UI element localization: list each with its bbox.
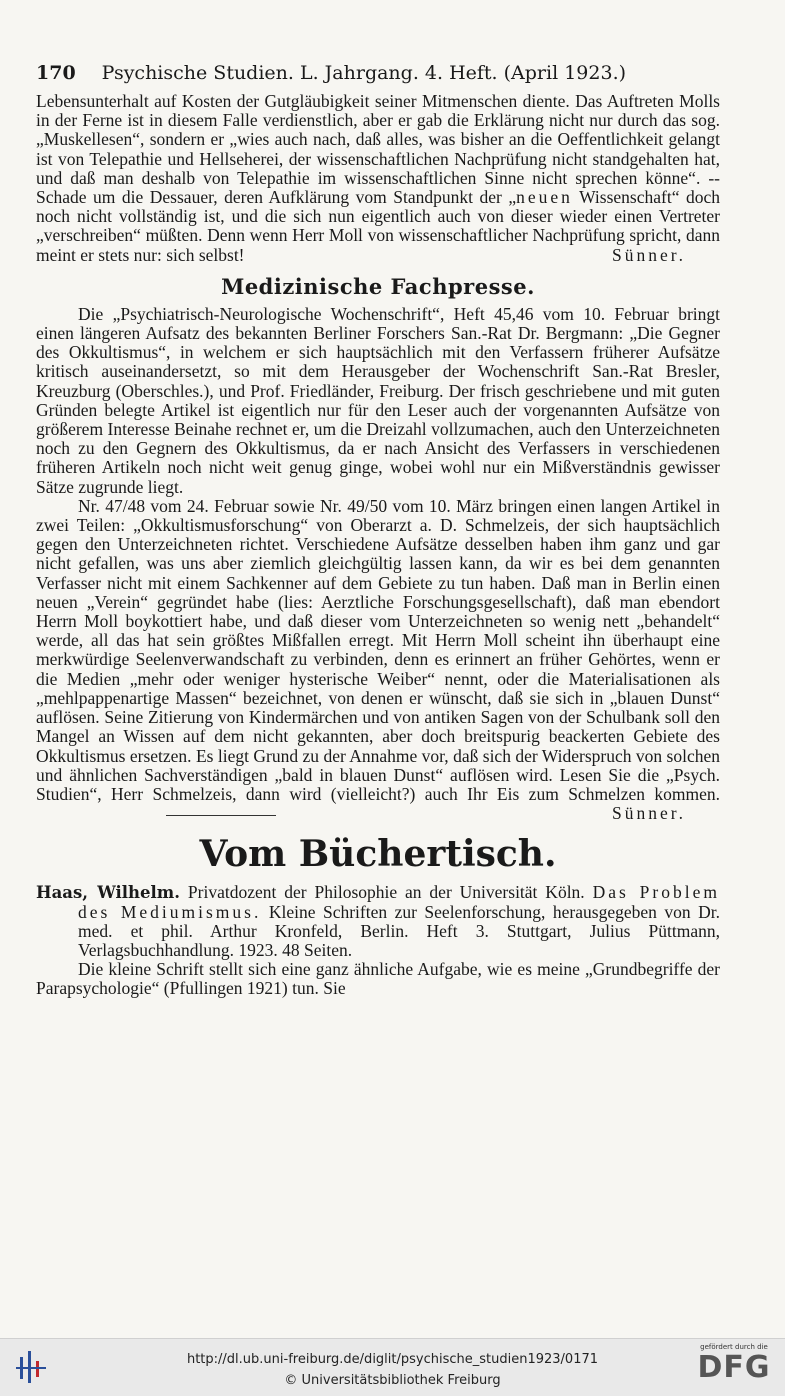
review-paragraph: Die kleine Schrift stellt sich eine ganz ähnliche Aufgabe, wie es meine „Grundbegriffe der Parapsychologie“ (Pfullingen 1921) tun. Sie [36, 959, 720, 999]
copyright-line: © Universitätsbibliothek Freiburg [284, 1373, 501, 1388]
fachpresse-paragraph-2: Nr. 47/48 vom 24. Februar sowie Nr. 49/50 vom 10. März bringen einen langen Artikel in zwei Teilen: „Okkultismusforschung“ von Oberarzt a. D. Schmelzeis, der sich hauptsächlich gegen den Unterzeichneten richtet. Verschiedene Aufsätze desselben haben ihm ganz und gar nicht gefallen, was uns aber ziemlich gleichgültig lassen kann, da wir es bei dem genannten Verfasser nicht mit einem Sachkenner auf dem Gebiete zu tun haben. Daß man in Berlin einen neuen „Verein“ gegründet habe (lies: Aerztliche Forschungsgesellschaft), daß man ebendort Herrn Moll boykottiert habe, und daß dieser vom Unterzeichneten so wenig nett „behandelt“ werde, all das hat sein größtes Mißfallen erregt. Mit Herrn Moll scheint ihn überhaupt eine merkwürdige Seelenverwandschaft zu verbinden, denn es erinnert an früher Gehörtes, wenn er die Medien „mehr oder weniger hysterische Weiber“ nennt, oder die Materialisationen als „mehlpappenartige Massen“ bezeichnet, von denen er wünscht, daß sie sich in „blauen Dunst“ auflösen. Seine Zitierung von Kindermärchen und von antiken Sagen von der Schulbank soll den Mangel an Wissen auf dem nicht gekannten, aber doch breitspurig beackerten Gebiete des Okkultismus ersetzen. Es liegt Grund zu der Annahme vor, daß sich der Widerspruch von solchen und ähnlichen Sachverständigen „bald in blauen Dunst“ auflösen wird. Lesen Sie die „Psych. Studien“, Herr Schmelzeis, dann wird (vielleicht?) auch Ihr Eis zum Schmelzen kommen. Sünner. [36, 495, 720, 824]
dfg-caption: gefördert durch die [700, 1343, 768, 1351]
dfg-logo-text: DFG [697, 1350, 771, 1385]
spaced-word: neuen [516, 187, 573, 208]
separator-rule [166, 815, 276, 816]
fachpresse-paragraph-1: Die „Psychiatrisch-Neurologische Wochenschrift“, Heft 45,46 vom 10. Februar bringt einen längeren Aufsatz des bekannten Berliner Forschers San.-Rat Dr. Bergmann: „Die Gegner des Okkultismus“, in welchem er sich hauptsächlich mit den Verfassern früherer Aufsätze kritisch auseinandersetzt, so mit dem Herausgeber der Wochenschrift San.-Rat Bresler, Kreuzburg (Oberschles.), und Prof. Friedländer, Freiburg. Der frisch geschriebene und mit guten Gründen belegte Artikel ist eigentlich nur für den Leser auch der vorgenannten Aufsätze von größerem Interesse Beinahe rechnet er, um die Dreizahl vollzumachen, auch den Unterzeichneten noch zu den Gegnern des Okkultismus, da er nach Ansicht des Verfassers in verschiedenen früheren Artikeln noch nicht weit genug ginge, wobei wohl nur ein Mißverständnis gewisser Sätze zugrunde liegt. [36, 303, 720, 497]
page-number: 170 [36, 62, 76, 84]
book-entry: Haas, Wilhelm. Privatdozent der Philosophie an der Universität Köln. Das Problem des Mediumismus. Kleine Schriften zur Seelenforschung, herausgegeben von Dr. med. et phil. Arthur Kronfeld, Berlin. Heft 3. Stuttgart, Julius Püttmann, Verlagsbuchhandlung. 1923. 48 Seiten. [36, 882, 720, 960]
dfg-logo [693, 1343, 775, 1393]
entry-title: Das Problem des Mediumismus. [78, 882, 720, 922]
entry-author: Haas, Wilhelm. [36, 883, 181, 903]
footer-bar [0, 1338, 785, 1396]
signature: Sünner. [612, 244, 686, 265]
section-heading-fachpresse: Medizinische Fachpresse. [221, 273, 535, 299]
running-head [36, 62, 720, 84]
document-page [36, 62, 720, 999]
section-heading-buechertisch: Vom Büchertisch. [199, 833, 557, 876]
source-url[interactable]: http://dl.ub.uni-freiburg.de/diglit/psychische_studien1923/0171 [186, 1352, 599, 1367]
intro-paragraph: Lebensunterhalt auf Kosten der Gutgläubigkeit seiner Mitmenschen diente. Das Auftreten Molls in der Ferne ist in diesem Falle verdienstlich, aber er gab die Erklärung nicht nur durch das sog. „Muskellesen“, sondern er „wies auch nach, daß alles, was bisher an die Oeffentlichkeit gelangt ist von Telepathie und Hellseherei, der wissenschaftlichen Nachprüfung nicht standgehalten hat, und daß man deshalb von Telepathie im wissenschaftlichen Sinne nicht sprechen könne“. -- Schade um die Dessauer, deren Aufklärung vom Standpunkt der „neuen Wissenschaft“ doch noch nicht vollständig ist, und die sich nun eigentlich auch von dieser wieder einen Vertreter „verschreiben“ müßten. Denn wenn Herr Moll von wissenschaftlicher Nachprüfung spricht, dann meint er stets nur: sich selbst! Sünner. [36, 91, 720, 265]
signature: Sünner. [612, 803, 686, 824]
journal-line: Psychische Studien. L. Jahrgang. 4. Heft. (April 1923.) [101, 62, 627, 84]
